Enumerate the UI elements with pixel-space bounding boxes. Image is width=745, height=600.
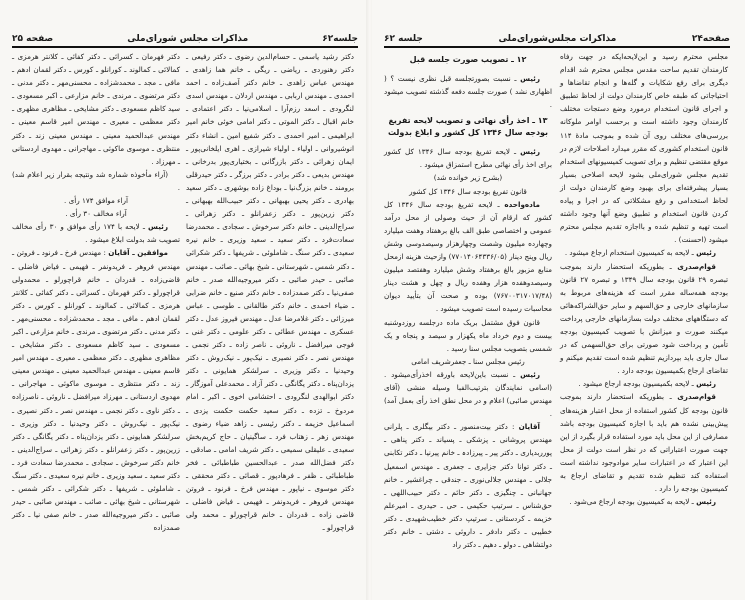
speaker-paragraph (560, 390, 728, 495)
speaker-text: ـ لایحه بکمیسیون بودجه ارجاع میشود . (578, 379, 697, 389)
speaker-text: ـ بطوریکه استحضار دارند بموجب تبصره ۲۹ قانون بودجه سال ۱۳۴۹ و تبصره ۲۷ قانون بودجه همه‌ساله مقرر است که هزینه‌های مربوط به سازمانهای خارجی و حق‌السهم و سایر حق‌الشراکه‌هائی که دستگاههای مختلف دولت بسازمانهای خارجی پرداخت میکنند صورت و میزانش با تصویب کمیسیون بودجه تأمین و پرداخت شود صورتی برای حق‌السهمی که در سال جاری باید بپردازیم تنظیم شده است تقدیم میکنم و تقاضای ارجاع بکمیسیون بودجه دارد . (560, 261, 729, 376)
speaker-paragraph (384, 145, 552, 171)
speaker-name: رئیس (696, 379, 716, 389)
speaker-text: ـ لایحه تفریغ بودجه سال ۱۳۴۶ کل کشور برای اخذ رأی نهائی مطرح استمزاق میشود . (384, 147, 552, 170)
speaker-name: رئیس (520, 147, 540, 157)
speaker-name: قوام‌صدری (677, 261, 716, 271)
left-page (0, 0, 368, 600)
speaker-name: رئیس (520, 74, 540, 83)
centered-line: (بشرح زیر خوانده شد) (433, 173, 503, 183)
speaker-paragraph (560, 495, 728, 508)
paragraph: (آراء مأخوذه شماره شد ونتیجه بقرار زیر اعلام شد) . (12, 169, 180, 192)
centered-line: رئیس مجلس سنا ـ جعفرشریف امامی (411, 356, 525, 366)
speaker-text: ـ بطوریکه استحضار دارند بموجب قانون بودجه کل کشور استفاده از محل اعتبار هزینه‌های پیش‌بینی نشده هم باید با اجازه کمیسیون بودجه باشد مصارفی از این محل باید مورد استفاده قرار بگیرد از این جهت صورت اعتباراتی که در نظر است دولت از محل این اعتبار که در اعتبارات سایر موادوجود نداشته است استفاده کند تنظیم شده تقدیم و تقاضای ارجاع به کمیسیون بودجه را دارد . (560, 392, 728, 494)
right-page-left-column (384, 50, 552, 551)
right-page-right-column (560, 50, 728, 508)
section-heading: ۱۲ ـ تصویب صورت جلسه قبل (409, 55, 527, 64)
speaker-paragraph (384, 72, 552, 111)
paragraph: دکتر فهرمان ـ کسرائی ـ دکتر کفائی ـ کلانتر هرمزی ـ کمالائی ـ کمالوند ـ کورانلو ـ کورس ـ دکتر لقمان ادهم ـ مافی ـ مجد ـ محمدشزاده ـ محسنی‌مهر ـ دکتر مدنی ـ دکتر مرتضوی ـ مرندی ـ خانم مزارعی ـ اکبر مسعودی ـ سید کاظم مسعودی ـ دکتر مشایخی ـ مظاهری مظهری ـ دکتر معظمی ـ معیری ـ مهندس امیر قاسم معینی ـ مهندس عبدالحمید معینی ـ مهندس معینی زند ـ دکتر منتظری ـ موسوی ماکوئی ـ مهاجرانی ـ مهدوی اردستانی ـ مهرزاد . (12, 52, 180, 166)
speaker-text: : مهندس فرخ ـ فرنود ـ فروتن ـ مهندس فروهر ـ فریدونفر ـ فهیمی ـ فیاض فاضلی ـ قاضی‌زاده ـ قدردان ـ خانم قراچورلو ـ محمدولی قراچورلو ـ دکتر فهرمان ـ کسرائی ـ دکتر کفائی ـ کلانتر هرمزی ـ کمالائی ـ کمالوند ـ کورانلو ـ کورس ـ دکتر لقمان ادهم ـ مافی ـ مجد ـ محمدشزاده ـ محسنی‌مهر ـ دکتر مدنی ـ دکتر مرتضوی ـ مرندی ـ خانم مزارعی ـ اکبر مسعودی ـ سید کاظم مسعودی ـ دکتر مشایخی ـ مظاهری مظهری ـ دکتر معظمی ـ معیری ـ مهندس امیر قاسم معینی ـ مهندس عبدالحمید معینی ـ مهندس معینی زند ـ دکتر منتظری ـ موسوی ماکوئی ـ مهاجرانی ـ مهدوی اردستانی ـ مهرزاد میرافضل ـ ناروئی ـ ناصرزاده ـ دکتر ناوی ـ دکتر نجمی ـ مهندس نصر ـ دکتر نصیری ـ نیک‌پور ـ نیک‌روش ـ دکتر وحیدنیا ـ دکتر وزیری ـ سرلشکر همایونی ـ دکتر یزدان‌پناه ـ دکتر یگانگی ـ دکتر زرین‌پور ـ دکتر زعفرانلو ـ دکتر زهرائی ـ سراج‌الدینی ـ خانم دکتر سرخوش ـ سجادی ـ محمدرضا سعادت فرد ـ دکتر سعید ـ سعید وزیری ـ خانم نیره سعیدی ـ دکتر سنگ ـ شاملوئی ـ شریفها ـ دکتر شکرائی ـ دکتر شمس ـ شهرستانی ـ شیخ بهائی ـ صائب ـ مهندس صائبی ـ حیدر صائبی ـ دکتر میروجیه‌الله صدر ـ خانم صفی نیا ـ دکتر صمدزاده (12, 248, 180, 533)
speaker-name: رئیس (520, 369, 540, 379)
left-page-left-column (12, 50, 180, 534)
speaker-name: موافقین ـ آقایان (108, 248, 168, 258)
paragraph: قانون فوق مشتمل بریک ماده درجلسه روزدوشنبه بیست و دوم خرداد ماه یکهزار و سیصد و پنجاه و یک شمسی بتصویب مجلس سنا رسید . (384, 317, 552, 353)
right-page-header (384, 30, 730, 48)
centered-line: آراء موافق ۱۷۴ رأی . (64, 196, 128, 206)
right-page-label: صفحه۲۴ (691, 34, 730, 44)
speaker-text: ـ لایحه تفریغ بودجه سال ۱۳۴۶ کل کشور که ارقام آن از حیث وصولی از محل درآمد عمومی و اختصاصی طبق الف بالغ برهفتاد وهفت میلیارد وچهارده میلیون وشصت وچهارهزار وسیصدوسی وشش ریال وپنج دینار (۷۷۰۱۴۰۶۴۳۳۶/۰۵) وازحیث هزینه ازمحل منابع مزبور بالغ برهفتاد وشش میلیارد وهفتصد میلیون وسیصدوهفده هزار وهفده ریال و چهل و هشت دینار (۷۶۷۰۰۳۱۷۰۱۷/۴۸) بوده و صحت آن بتأیید دیوان محاسبات رسیده است تصویب میشود . (384, 199, 553, 314)
speaker-text: ـ نسبت بصورتجلسه قبل نظری نیست ؟ ( اظهاری نشد ) صورت جلسه دفعه گذشته تصویب میشود . (384, 74, 552, 110)
right-page (372, 0, 745, 600)
left-page-title: مذاکرات مجلس شورای‌ملی (127, 34, 249, 44)
speaker-text: ـ لایحه به کمیسیون بودجه ارجاع می‌شود . (569, 497, 697, 507)
centered-line: قانون تفریغ بودجه سال ۱۳۴۶ کل کشور (409, 186, 527, 196)
speaker-name: رئیس (148, 222, 168, 232)
left-page-header (12, 30, 358, 48)
left-page-label: صفحه ۲۵ (12, 34, 54, 44)
speaker-name: آقایان (518, 422, 540, 432)
speaker-text: ـ لایحه با ۱۷۴ رأی موافق و ۳۰ رأی مخالف تصویب شد بدولت ابلاغ میشود . (12, 222, 180, 245)
speaker-paragraph (560, 377, 728, 390)
speaker-paragraph (384, 368, 552, 420)
right-page-session: جلسه ۶۲ (384, 34, 423, 44)
centered-line: آراء مخالف ۳۰ رأی . (65, 209, 127, 219)
speaker-paragraph (12, 220, 180, 246)
section-heading: ۱۳ ـ اخذ رأی نهائی و تصویب لایحه تفریغ بودجه سال ۱۳۴۶ کل کشور و ابلاغ بدولت (387, 116, 549, 138)
left-page-right-column (186, 50, 354, 534)
speaker-paragraph (560, 260, 728, 378)
right-page-title: مذاکرات مجلس‌شورای‌ملی (498, 34, 617, 44)
speaker-paragraph (560, 246, 728, 259)
speaker-text: ـ نسبت باین‌لایحه باورقه اخذرأی‌میشود . (اسامی نمایندگان بترتیب‌الفبا وسیله منشی (آقای مهندس صائبی) اعلام و در محل نطق اخذ رأی بعمل آمد) . (384, 369, 552, 419)
speaker-paragraph (384, 198, 552, 316)
paragraph: دکتر رشید یاسمی ـ حسام‌الدین رضوی ـ دکتر رفیعی ـ دکتر رهنوردی ـ ریاضی ـ ریگی ـ خانم هما زاهدی ـ مهندس عباس زاهدی ـ خانم دکتر آصف‌زاده ـ احمد احمدی ـ مهندس اربابی ـ مهندس اردلان ـ مهندس اسدی لنگرودی ـ اسعد رزم‌آرا ـ اسلامی‌نیا ـ دکتر اعتمادی ـ خانم اقبال ـ دکتر الموتی ـ دکتر امامی خوئی خانم امیر ابراهیمی ـ امیر احمدی ـ دکتر شفیع امین ـ انشاء دکتر انوشیروانی ـ اولیاء ـ اولیاء شیرازی ـ اهری ایلخانی‌پور ـ ایمان زهرائی ـ دکتر بازرگانی ـ بختیاری‌پور بدرخانی ـ مهندس بدیعی ـ دکتر برادر ـ دکتر برزگر ـ دکتر حیدرقلی برومند ـ خانم بزرگ‌نیا ـ بوداغ زاده بوشهری ـ دکتر سعید بهادری ـ دکتر یحیی بهبهانی ـ دکتر حبیب‌الله بهبهانی ـ دکتر زرین‌پور ـ دکتر زعفرانلو ـ دکتر زهرائی ـ سراج‌الدینی ـ خانم دکتر سرخوش ـ سجادی ـ محمدرضا سعادت‌فرد ـ دکتر سعید ـ سعید وزیری ـ خانم نیره سعیدی ـ دکتر سنگ ـ شاملوئی ـ شریفها ـ دکتر شکرائی ـ دکتر شمس ـ شهرستانی ـ شیخ بهائی ـ صائب ـ مهندس صائبی ـ حیدر صائبی ـ دکتر میروجیه‌الله صدر ـ خانم صفی‌نیا ـ دکتر صمدزاده ـ خانم دکتر صنیع ـ خانم ضرابی ـ ضیاء احمدی ـ خانم دکتر طالقانی ـ طوسی ـ عباس میرزائی ـ دکتر غلامرضا عدل ـ مهندس فیروز عدل ـ دکتر عسکری ـ مهندس عطائی ـ دکتر علومی ـ دکتر غنی ـ فوجی میرافضل ـ ناروئی ـ ناصر زاده ـ دکتر نجمی ـ مهندس نصر ـ دکتر نصیری ـ نیک‌پور ـ نیک‌روش ـ دکتر وحیدنیا ـ دکتر وزیری ـ سرلشکر همایونی ـ دکتر یزدان‌پناه ـ دکتر یگانگی ـ دکتر آزاد ـ محمدعلی آموزگار ـ دکتر ابوالهدی لنگرودی ـ احتشامی اخوی ـ اکبر ـ امام مردوخ ـ تزده ـ دکتر سعید حکمت حکمت یزدی ـ اسماعیل خزیمه ـ دکتر رئیسی ـ زاهد ضیاء رضوی ـ مهندس زهر ـ زهتاب فرد ـ ساگینیان ـ حاج کریم‌بخش سعیدی ـ علیقلی سمیعی ـ دکتر شریف امامی ـ صادقی ـ دکتر فضل‌الله صدر ـ عبدالحسین طباطبائی ـ فخر طباطبائی ـ ظفر ـ فرهادپور ـ قصائی ـ دکتر محققی ـ دکتر موسوی ـ نیاپور ـ مهندس فرخ ـ فرنود ـ فروتن مهندس فروهر ـ فریدونفر ـ فهیمی ـ فیاض فاضلی ـ قاضی زاده ـ قدردان ـ خانم قراچورلو ـ محمد ولی قراچورلو ـ (186, 52, 354, 533)
speaker-text: : دکتر بیت‌منصور ـ دکتر بیگلری ـ پلرانی مهندس پروشانی ـ پزشکی ـ پسیاند ـ دکتر پناهی ـ پورربدیاری ـ دکتر پیر ـ پیرزادہ ـ خانم پیرنیا ـ دکتر تکابنی ـ دکتر توانا دکتر جزایری ـ جعفری ـ مهندس اسمعیل جلالی ـ مهندس جلالی‌نوری ـ جندقی ـ چراغشیر ـ خانم جهانبانی ـ چنگیزی ـ دکتر حائم ـ دکتر حبیب‌اللهی ـ حق‌شناس ـ سرتیپ حکیمی ـ حی ـ حیدری ـ امیرعلم خزیمه ـ کردستانی ـ سرتیپ دکتر خطیب‌شهیدی ـ دکتر خطیبی ـ دکتر دادفر ـ داروئی ـ دشتی ـ خانم دکتر دولتشاهی ـ دولو ـ دهیم ـ دکتر راد (384, 422, 552, 550)
speaker-name: ماده‌واحده (504, 199, 540, 209)
paragraph: مجلس محترم رسید و این‌لایحه‌ایکه در جهت رفاه کارمندان تقدیم ساحت مقدس مجلس محترم شد اقدام دیگری برای رفع شکایات و گله‌ها و انجام تقاضاها و احتیاجاتی که طبقه خاص کارمندان دولت از لحاظ تطبیق و اجرای قانون استخدام درمورد وضع دستجات مختلف کارمندان وجود داشته است و برحسب اوامر ملوکانه بررسی‌های مختلف روی آن شده و بموجب مادهٔ ۱۱۴ قانون استخدام کشوری که مقرر میدارد اصلاحات لازم در موقع مقتضی تنظیم و برای تصویب کمیسیونهای استخدام تقدیم مجلس شورای‌ملی بشود لایحه اصلاحی بسیار بسیار پیشرفته‌ای برای بهبود وضع کارمندان دولت از لحاظ استخدامی و رفع مشکلاتی که در اجرا و پیاده کردن قانون استخدام و تطبیق وضع آنها وجود داشته است تهیه و تنظیم شده و بااجازه تقدیم مجلس محترم میشود (احسنت) . (560, 52, 728, 245)
left-page-number: جلسه‌۶۲ (322, 34, 358, 44)
speaker-paragraph (12, 246, 180, 534)
speaker-name: رئیس (696, 248, 716, 258)
speaker-name: قوام‌صدری (677, 392, 716, 402)
speaker-name: رئیس (696, 497, 716, 507)
speaker-paragraph (384, 420, 552, 551)
speaker-text: ـ لایحه به کمیسیون استخدام ارجاع میشود . (564, 248, 697, 258)
